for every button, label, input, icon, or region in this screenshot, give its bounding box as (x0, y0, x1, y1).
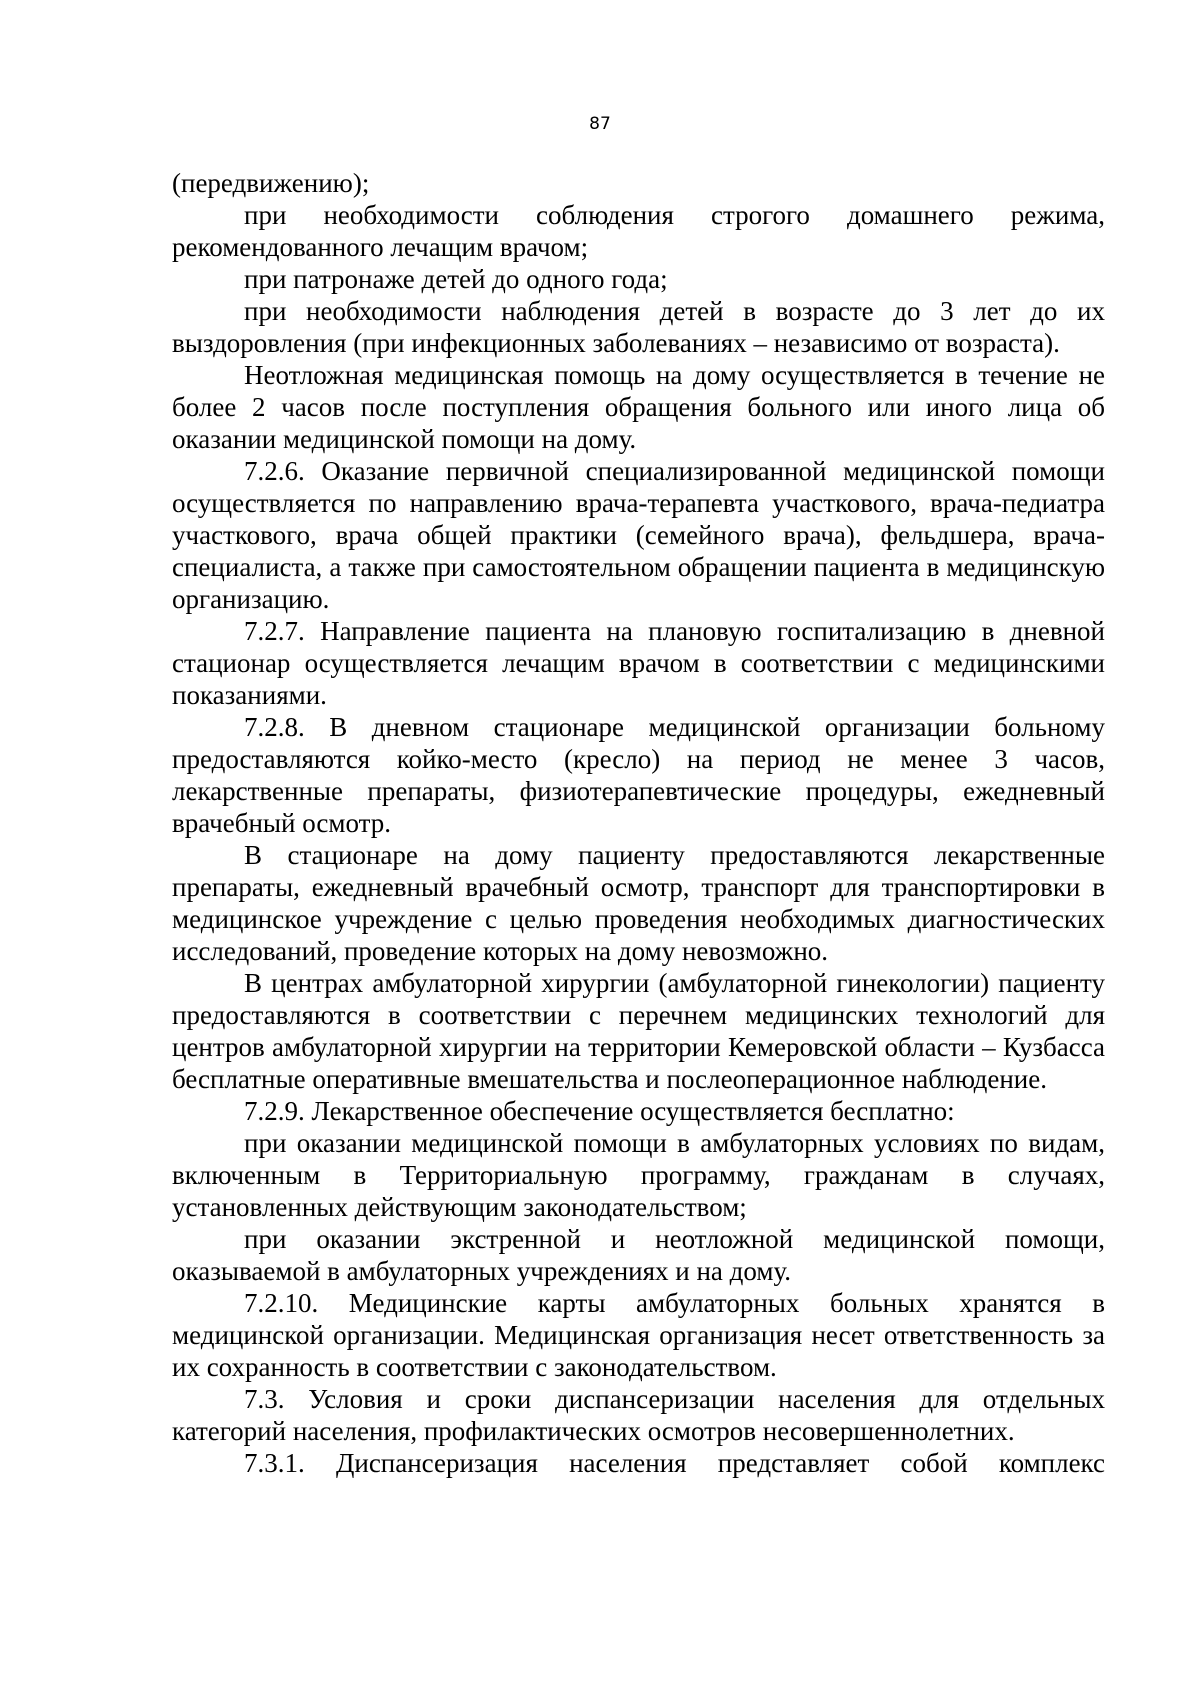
paragraph: при необходимости наблюдения детей в возрасте до 3 лет до их выздоровления (при инфекционных заболеваниях – независимо от возраста). (172, 296, 1105, 358)
page-number: 87 (589, 114, 611, 134)
paragraph: 7.2.8. В дневном стационаре медицинской организации больному предоставляются койко-место (кресло) на период не менее 3 часов, лекарственные препараты, физиотерапевтические процедуры, ежедневный врачебный осмотр. (172, 712, 1105, 838)
paragraph: 7.2.10. Медицинские карты амбулаторных больных хранятся в медицинской организации. Медицинская организация несет ответственность за их сохранность в соответствии с законодательством. (172, 1288, 1105, 1382)
document-body (172, 167, 1105, 1479)
paragraph: 7.3. Условия и сроки диспансеризации населения для отдельных категорий населения, профилактических осмотров несовершеннолетних. (172, 1384, 1105, 1446)
paragraph: 7.3.1. Диспансеризация населения представляет собой комплекс (244, 1448, 1105, 1478)
paragraph: 7.2.6. Оказание первичной специализированной медицинской помощи осуществляется по направлению врача-терапевта участкового, врача-педиатра участкового, врача общей практики (семейного врача), фельдшера, врача-специалиста, а также при самостоятельном обращении пациента в медицинскую организацию. (172, 456, 1105, 614)
paragraph: при оказании экстренной и неотложной медицинской помощи, оказываемой в амбулаторных учреждениях и на дому. (172, 1224, 1105, 1286)
paragraph: (передвижению); (172, 168, 370, 198)
paragraph: при оказании медицинской помощи в амбулаторных условиях по видам, включенным в Территориальную программу, гражданам в случаях, установленных действующим законодательством; (172, 1128, 1105, 1222)
paragraph: В центрах амбулаторной хирургии (амбулаторной гинекологии) пациенту предоставляются в соответствии с перечнем медицинских технологий для центров амбулаторной хирургии на территории Кемеровской области – Кузбасса бесплатные оперативные вмешательства и послеоперационное наблюдение. (172, 968, 1105, 1094)
paragraph: Неотложная медицинская помощь на дому осуществляется в течение не более 2 часов после поступления обращения больного или иного лица об оказании медицинской помощи на дому. (172, 360, 1105, 454)
paragraph: 7.2.9. Лекарственное обеспечение осуществляется бесплатно: (244, 1096, 955, 1126)
paragraph: при необходимости соблюдения строгого домашнего режима, рекомендованного лечащим врачом; (172, 200, 1105, 262)
paragraph: 7.2.7. Направление пациента на плановую госпитализацию в дневной стационар осуществляется лечащим врачом в соответствии с медицинскими показаниями. (172, 616, 1105, 710)
paragraph: при патронаже детей до одного года; (244, 264, 668, 294)
paragraph: В стационаре на дому пациенту предоставляются лекарственные препараты, ежедневный врачебный осмотр, транспорт для транспортировки в медицинское учреждение с целью проведения необходимых диагностических исследований, проведение которых на дому невозможно. (172, 840, 1105, 966)
